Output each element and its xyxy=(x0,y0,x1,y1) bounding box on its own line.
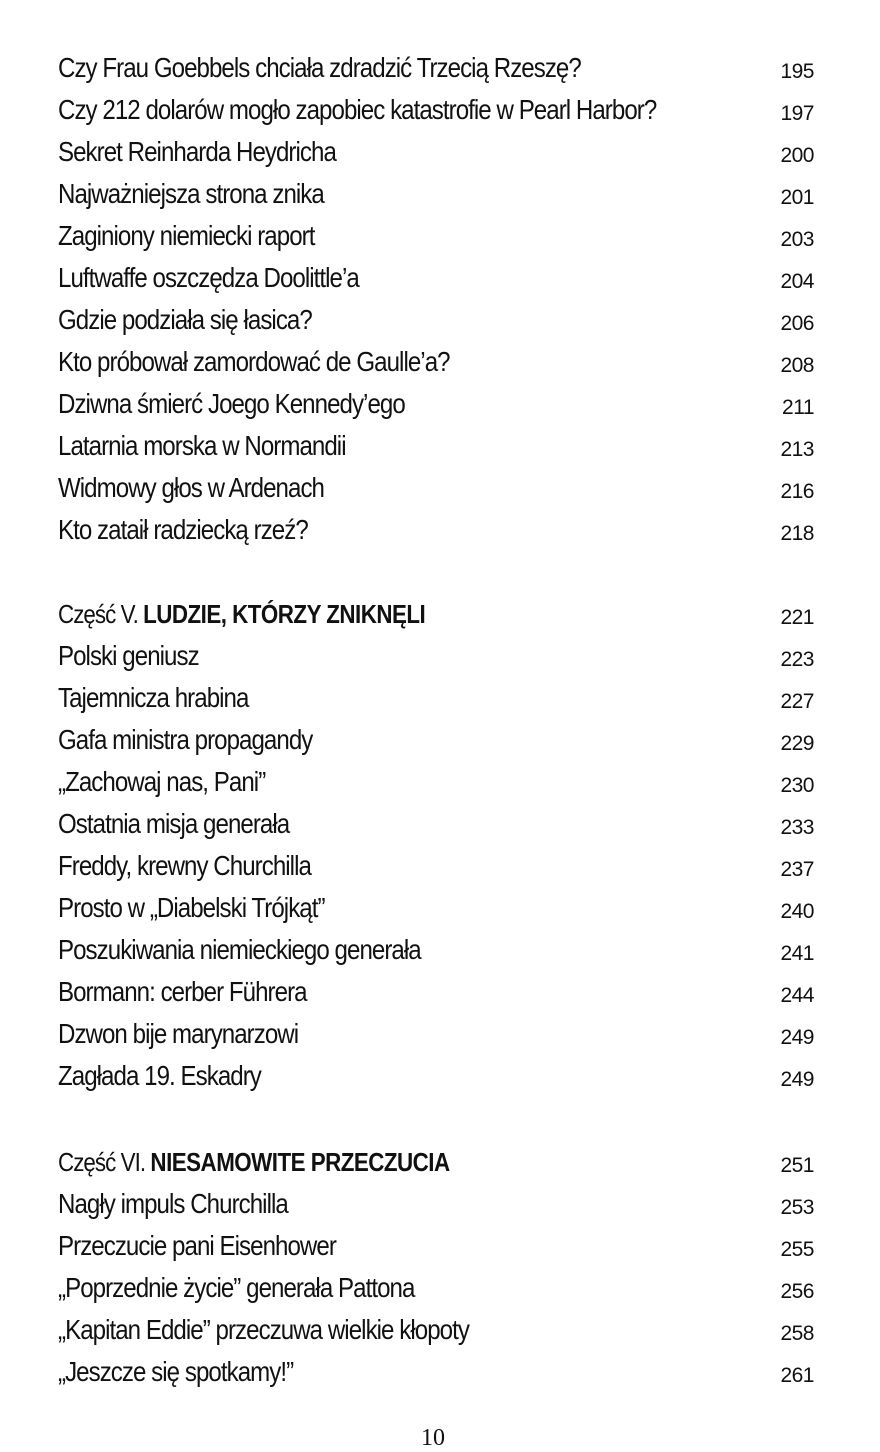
toc-entry-title: Kto zataił radziecką rzeź? xyxy=(58,514,308,545)
part-title xyxy=(58,599,425,630)
toc-entry-page: 256 xyxy=(780,1280,814,1303)
toc-entry-title: Tajemnicza hrabina xyxy=(58,682,249,713)
toc-entry-title: Gdzie podziała się łasica? xyxy=(58,304,312,335)
toc-entry-page: 241 xyxy=(780,942,814,965)
toc-entry-page: 229 xyxy=(780,732,814,755)
toc-entry-page: 201 xyxy=(780,186,814,209)
toc-entry-title: „Zachowaj nas, Pani” xyxy=(58,766,266,797)
toc-entry-page: 218 xyxy=(780,522,814,545)
page-number: 10 xyxy=(421,1425,445,1451)
part-title xyxy=(58,1147,450,1178)
toc-entry-title: Freddy, krewny Churchilla xyxy=(58,850,311,881)
toc-entry-page: 227 xyxy=(780,690,814,713)
toc-entry-page: 237 xyxy=(780,858,814,881)
toc-entry-page: 261 xyxy=(780,1364,814,1387)
toc-entry-page: 223 xyxy=(780,648,814,671)
toc-entry-title: Gafa ministra propagandy xyxy=(58,724,313,755)
toc-entry[interactable] xyxy=(58,132,814,172)
toc-entry-page: 200 xyxy=(780,144,814,167)
toc-entry-title: „Jeszcze się spotkamy!” xyxy=(58,1356,294,1387)
part-label: Część VI. xyxy=(58,1146,146,1177)
toc-entry-title: Dzwon bije marynarzowi xyxy=(58,1018,299,1049)
part-name: NIESAMOWITE PRZECZUCIA xyxy=(150,1146,450,1177)
toc-entry[interactable] xyxy=(58,90,814,130)
toc-part-heading[interactable] xyxy=(58,594,814,634)
toc-entry[interactable] xyxy=(58,888,814,928)
toc-entry-page: 197 xyxy=(780,102,814,125)
toc-entry-title: Dziwna śmierć Joego Kennedy’ego xyxy=(58,388,405,419)
toc-entry-page: 206 xyxy=(780,312,814,335)
toc-entry-page: 249 xyxy=(780,1068,814,1091)
part-name: LUDZIE, KTÓRZY ZNIKNĘLI xyxy=(143,598,426,629)
toc-part-heading[interactable] xyxy=(58,1142,814,1182)
toc-entry[interactable] xyxy=(58,762,814,802)
toc-entry-page: 213 xyxy=(780,438,814,461)
toc-entry[interactable] xyxy=(58,48,814,88)
toc-entry[interactable] xyxy=(58,1226,814,1266)
toc-entry-title: Poszukiwania niemieckiego generała xyxy=(58,934,421,965)
toc-entry[interactable] xyxy=(58,300,814,340)
toc-entry-page: 233 xyxy=(780,816,814,839)
toc-entry-title: Sekret Reinharda Heydricha xyxy=(58,136,336,167)
toc-entry-title: Ostatnia misja generała xyxy=(58,808,290,839)
toc-entry[interactable] xyxy=(58,972,814,1012)
toc-entry-page: 208 xyxy=(780,354,814,377)
toc-entry-title: Przeczucie pani Eisenhower xyxy=(58,1230,336,1261)
toc-entry[interactable] xyxy=(58,426,814,466)
toc-entry[interactable] xyxy=(58,384,814,424)
toc-entry-page: 203 xyxy=(780,228,814,251)
toc-entry[interactable] xyxy=(58,342,814,382)
toc-entry[interactable] xyxy=(58,258,814,298)
toc-entry[interactable] xyxy=(58,1184,814,1224)
toc-entry-page: 240 xyxy=(780,900,814,923)
toc-entry[interactable] xyxy=(58,846,814,886)
toc-entry-title: Latarnia morska w Normandii xyxy=(58,430,346,461)
toc-entry-page: 255 xyxy=(780,1238,814,1261)
toc-entry-page: 195 xyxy=(780,60,814,83)
toc-entry[interactable] xyxy=(58,510,814,550)
toc-entry-title: Czy Frau Goebbels chciała zdradzić Trzecią Rzeszę? xyxy=(58,52,581,83)
toc-entry-title: Nagły impuls Churchilla xyxy=(58,1188,288,1219)
toc-entry-title: „Poprzednie życie” generała Pattona xyxy=(58,1272,415,1303)
toc-entry[interactable] xyxy=(58,216,814,256)
toc-entry-title: Kto próbował zamordować de Gaulle’a? xyxy=(58,346,450,377)
toc-entry[interactable] xyxy=(58,678,814,718)
toc-entry-title: Zaginiony niemiecki raport xyxy=(58,220,315,251)
toc-entry-title: „Kapitan Eddie” przeczuwa wielkie kłopoty xyxy=(58,1314,469,1345)
toc-entry-title: Polski geniusz xyxy=(58,640,199,671)
toc-entry[interactable] xyxy=(58,636,814,676)
toc-entry[interactable] xyxy=(58,720,814,760)
toc-entry[interactable] xyxy=(58,1056,814,1096)
toc-entry-title: Luftwaffe oszczędza Doolittle’a xyxy=(58,262,359,293)
toc-entry[interactable] xyxy=(58,1352,814,1392)
toc-entry[interactable] xyxy=(58,468,814,508)
toc-entry-page: 251 xyxy=(780,1154,814,1177)
toc-entry-page: 221 xyxy=(780,606,814,629)
toc-entry-page: 230 xyxy=(780,774,814,797)
toc-entry[interactable] xyxy=(58,930,814,970)
toc-entry-page: 216 xyxy=(780,480,814,503)
toc-entry-page: 253 xyxy=(780,1196,814,1219)
toc-entry[interactable] xyxy=(58,1014,814,1054)
toc-entry-page: 258 xyxy=(780,1322,814,1345)
toc-entry[interactable] xyxy=(58,804,814,844)
toc-entry[interactable] xyxy=(58,174,814,214)
toc-entry[interactable] xyxy=(58,1268,814,1308)
toc-entry-title: Prosto w „Diabelski Trójkąt” xyxy=(58,892,325,923)
toc-entry-title: Zagłada 19. Eskadry xyxy=(58,1060,261,1091)
part-label: Część V. xyxy=(58,598,138,629)
toc-entry-page: 244 xyxy=(780,984,814,1007)
toc-entry[interactable] xyxy=(58,1310,814,1350)
toc-entry-page: 211 xyxy=(782,396,814,419)
toc-entry-title: Widmowy głos w Ardenach xyxy=(58,472,324,503)
toc-entry-title: Czy 212 dolarów mogło zapobiec katastrofie w Pearl Harbor? xyxy=(58,94,657,125)
toc-entry-title: Bormann: cerber Führera xyxy=(58,976,307,1007)
toc-entry-page: 249 xyxy=(780,1026,814,1049)
toc-entry-title: Najważniejsza strona znika xyxy=(58,178,324,209)
toc-entry-page: 204 xyxy=(780,270,814,293)
